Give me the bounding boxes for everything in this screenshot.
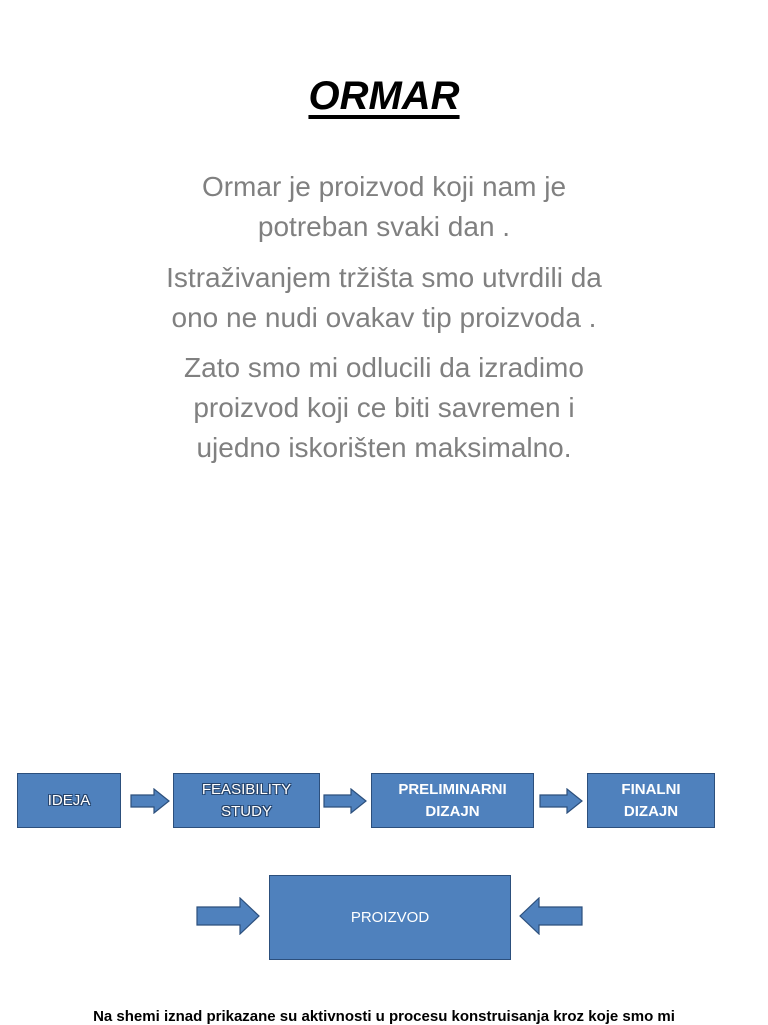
preliminarni-label-line-2: DIZAJN	[425, 802, 480, 820]
finalni-dizajn-box	[587, 773, 715, 828]
intro-line-2: potreban svaki dan .	[257, 211, 511, 242]
proizvod-box	[269, 875, 511, 960]
decision-line-2: proizvod koji ce biti savremen i	[193, 392, 575, 423]
arrow-right-icon	[130, 788, 170, 814]
preliminarni-label-line-1: PRELIMINARNI	[398, 780, 507, 798]
intro-paragraph	[100, 167, 668, 247]
research-line-2: ono ne nudi ovakav tip proizvoda .	[171, 302, 597, 333]
research-paragraph	[100, 258, 668, 338]
ideja-box	[17, 773, 121, 828]
feasibility-study-box	[173, 773, 320, 828]
arrow-right-icon	[196, 897, 260, 935]
finalni-label-line-1: FINALNI	[621, 780, 681, 798]
research-line-1: Istraživanjem tržišta smo utvrdili da	[166, 262, 602, 293]
decision-paragraph	[100, 348, 668, 468]
arrow-right-icon	[323, 788, 367, 814]
preliminarni-dizajn-box	[371, 773, 534, 828]
intro-line-1: Ormar je proizvod koji nam je	[201, 171, 567, 202]
diagram-caption: Na shemi iznad prikazane su aktivnosti u procesu konstruisanja kroz koje smo mi	[93, 1008, 675, 1025]
feasibility-label-line-1: FEASIBILITY	[201, 780, 292, 798]
arrow-left-icon	[519, 897, 583, 935]
decision-line-1: Zato smo mi odlucili da izradimo	[184, 352, 584, 383]
proizvod-label: PROIZVOD	[350, 908, 430, 926]
feasibility-label-line-2: STUDY	[221, 802, 272, 820]
arrow-right-icon	[539, 788, 583, 814]
finalni-label-line-2: DIZAJN	[623, 802, 679, 820]
page-title: ORMAR	[308, 74, 460, 118]
decision-line-3: ujedno iskorišten maksimalno.	[196, 432, 572, 463]
ideja-label: IDEJA	[47, 791, 91, 809]
